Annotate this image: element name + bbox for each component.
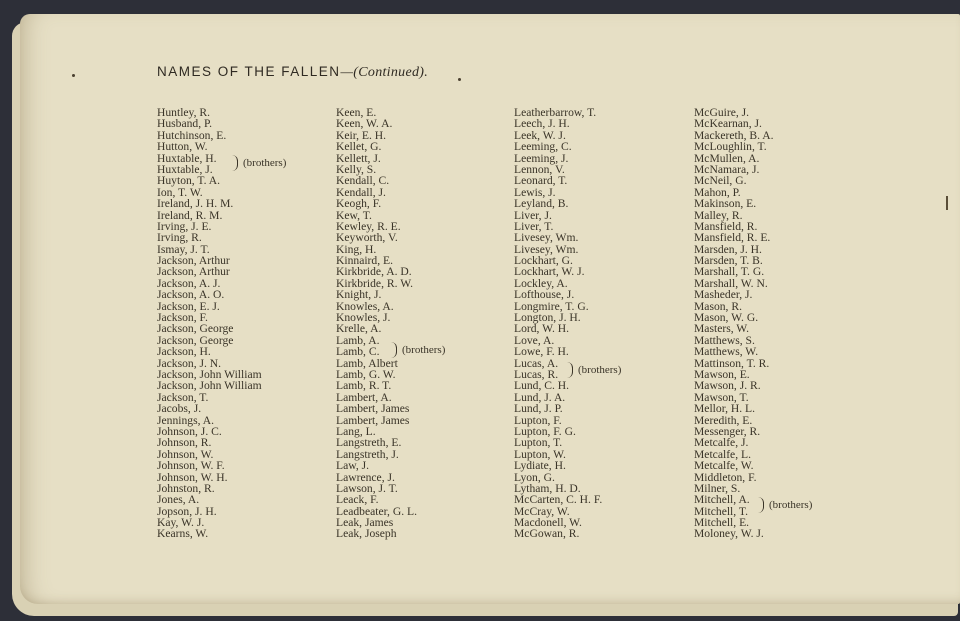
fallen-name-entry: Ion, T. W. <box>157 185 203 199</box>
fallen-name-entry: Kirkbride, R. W. <box>336 276 413 290</box>
fallen-name-entry: Mansfield, R. E. <box>694 231 771 245</box>
fallen-name-entry: Johnson, W. F. <box>157 459 225 473</box>
fallen-name-entry: Jopson, J. H. <box>157 504 217 518</box>
fallen-name-entry: Leadbeater, G. L. <box>336 504 417 518</box>
fallen-name-entry: Lamb, G. W. <box>336 367 396 381</box>
fallen-name-entry: Jackson, E. J. <box>157 299 220 313</box>
fallen-name-entry: Lytham, H. D. <box>514 481 581 495</box>
fallen-name-entry: Huxtable, J. <box>157 162 213 176</box>
fallen-name-entry: Leatherbarrow, T. <box>514 106 597 119</box>
page-dot-left <box>72 74 75 77</box>
fallen-name-entry: Lewis, J. <box>514 185 556 199</box>
fallen-name-entry: Kay, W. J. <box>157 516 205 530</box>
names-column-1 <box>157 107 262 540</box>
fallen-name-entry: Metcalfe, L. <box>694 447 751 461</box>
fallen-name-entry: Lang, L. <box>336 424 376 438</box>
fallen-name-entry: Kew, T. <box>336 208 372 222</box>
fallen-name-entry: Marsden, T. B. <box>694 254 763 268</box>
fallen-name-entry: Leonard, T. <box>514 174 568 188</box>
fallen-name-entry: Huntley, R. <box>157 106 211 119</box>
names-column-4 <box>694 107 774 540</box>
fallen-name-entry: Love, A. <box>514 333 555 347</box>
brothers-bracket-mitchell <box>758 497 812 513</box>
fallen-name-entry: Jones, A. <box>157 493 200 507</box>
fallen-name-entry: Metcalfe, W. <box>694 459 754 473</box>
fallen-name-entry: Johnson, J. C. <box>157 424 222 438</box>
fallen-name-entry: Lupton, W. <box>514 447 566 461</box>
fallen-name-entry: Liver, T. <box>514 219 554 233</box>
brothers-bracket-lamb <box>391 342 445 358</box>
fallen-name-entry: Keen, E. <box>336 106 377 119</box>
brothers-bracket-huxtable <box>232 155 286 171</box>
brace-mark <box>391 342 397 358</box>
fallen-name-entry: Huxtable, H. <box>157 151 217 165</box>
fallen-name-entry: Lockley, A. <box>514 276 568 290</box>
fallen-name-entry: Mansfield, R. <box>694 219 758 233</box>
fallen-name-entry: Moloney, W. J. <box>694 527 764 541</box>
fallen-name-entry: Mason, W. G. <box>694 311 759 325</box>
fallen-name-entry: Masters, W. <box>694 322 750 336</box>
fallen-name-entry: Leek, W. J. <box>514 128 566 142</box>
fallen-name-entry: Kelly, S. <box>336 162 377 176</box>
brothers-label: (brothers) <box>243 157 287 169</box>
fallen-name-entry: Matthews, S. <box>694 333 755 347</box>
fallen-name-entry: Langstreth, J. <box>336 447 399 461</box>
page-edge-mark <box>946 196 948 210</box>
fallen-name-entry: Mawson, T. <box>694 390 749 404</box>
page-dot-right <box>458 78 461 81</box>
fallen-name-entry: Hutton, W. <box>157 140 208 154</box>
fallen-name-entry: Leyland, B. <box>514 197 569 211</box>
fallen-name-entry: McCarten, C. H. F. <box>514 493 603 507</box>
fallen-name-entry: Lamb, R. T. <box>336 379 392 393</box>
fallen-name-entry: Irving, R. <box>157 231 202 245</box>
fallen-name-entry: Kendall, J. <box>336 185 386 199</box>
fallen-name-entry: Keir, E. H. <box>336 128 387 142</box>
fallen-name-entry: Kellett, J. <box>336 151 381 165</box>
fallen-name-entry: Lofthouse, J. <box>514 288 575 302</box>
fallen-name-entry: Middleton, F. <box>694 470 757 484</box>
fallen-name-entry: Johnson, W. <box>157 447 214 461</box>
fallen-name-entry: Krelle, A. <box>336 322 382 336</box>
fallen-name-entry: Lambert, James <box>336 402 410 416</box>
fallen-name-entry: McMullen, A. <box>694 151 760 165</box>
fallen-name-entry: Lambert, A. <box>336 390 392 404</box>
fallen-name-entry: Jackson, Arthur <box>157 265 230 279</box>
fallen-name-entry: Lockhart, G. <box>514 254 573 268</box>
fallen-name-entry: Ireland, R. M. <box>157 208 223 222</box>
fallen-name-entry: McNeil, G. <box>694 174 747 188</box>
fallen-name-entry: Huyton, T. A. <box>157 174 221 188</box>
fallen-name-entry: McGowan, R. <box>514 527 580 541</box>
fallen-name-entry: Kearns, W. <box>157 527 209 541</box>
fallen-name-entry: Matthews, W. <box>694 345 759 359</box>
fallen-name-entry: Marshall, T. G. <box>694 265 765 279</box>
fallen-name-entry: Lord, W. H. <box>514 322 570 336</box>
fallen-name-entry: Law, J. <box>336 459 370 473</box>
fallen-name-entry: Ireland, J. H. M. <box>157 197 234 211</box>
fallen-name-entry: McLoughlin, T. <box>694 140 767 154</box>
fallen-name-entry: Lupton, F. <box>514 413 562 427</box>
fallen-name-entry: Mitchell, T. <box>694 504 748 518</box>
fallen-name-entry: Makinson, E. <box>694 197 757 211</box>
fallen-name-entry: Lambert, James <box>336 413 410 427</box>
fallen-name-entry: Mellor, H. L. <box>694 402 756 416</box>
fallen-name-entry: Jackson, A. O. <box>157 288 225 302</box>
fallen-name-entry: McNamara, J. <box>694 162 760 176</box>
fallen-name-entry: Husband, P. <box>157 117 213 131</box>
fallen-name-entry: Lucas, A. <box>514 356 559 370</box>
fallen-name-entry: Kirkbride, A. D. <box>336 265 412 279</box>
fallen-name-entry: Lyon, G. <box>514 470 555 484</box>
fallen-name-entry: Marshall, W. N. <box>694 276 768 290</box>
fallen-name-entry: Irving, J. E. <box>157 219 212 233</box>
fallen-name-entry: McKearnan, J. <box>694 117 762 131</box>
fallen-name-entry: Livesey, Wm. <box>514 242 579 256</box>
fallen-name-entry: Jackson, Arthur <box>157 254 230 268</box>
fallen-name-entry: Jackson, George <box>157 322 234 336</box>
fallen-name-entry: Messenger, R. <box>694 424 761 438</box>
fallen-name-entry: Lund, C. H. <box>514 379 570 393</box>
fallen-name-entry: Metcalfe, J. <box>694 436 749 450</box>
fallen-name-entry: Lamb, Albert <box>336 356 398 370</box>
fallen-name-entry: Malley, R. <box>694 208 743 222</box>
fallen-name-entry: Leeming, J. <box>514 151 569 165</box>
brace-mark <box>567 362 573 378</box>
fallen-name-entry: Jacobs, J. <box>157 402 202 416</box>
fallen-name-entry: Keen, W. A. <box>336 117 393 131</box>
fallen-name-entry: Livesey, Wm. <box>514 231 579 245</box>
fallen-name-entry: Jackson, T. <box>157 390 209 404</box>
fallen-name-entry: Langstreth, E. <box>336 436 402 450</box>
fallen-name-entry: Marsden, J. H. <box>694 242 762 256</box>
fallen-name-entry: Mawson, E. <box>694 367 750 381</box>
fallen-name-entry: Leak, Joseph <box>336 527 397 541</box>
fallen-name-entry: Kewley, R. E. <box>336 219 401 233</box>
fallen-name-entry: Liver, J. <box>514 208 552 222</box>
fallen-name-entry: Lund, J. P. <box>514 402 563 416</box>
fallen-name-entry: Leech, J. H. <box>514 117 570 131</box>
fallen-name-entry: Lydiate, H. <box>514 459 566 473</box>
fallen-name-entry: Lockhart, W. J. <box>514 265 585 279</box>
fallen-name-entry: Kinnaird, E. <box>336 254 393 268</box>
fallen-name-entry: Lund, J. A. <box>514 390 566 404</box>
fallen-name-entry: Lowe, F. H. <box>514 345 569 359</box>
fallen-name-entry: Mahon, P. <box>694 185 741 199</box>
fallen-name-entry: McGuire, J. <box>694 106 750 119</box>
fallen-name-entry: Jackson, George <box>157 333 234 347</box>
fallen-name-entry: Leack, F. <box>336 493 379 507</box>
fallen-name-entry: Lamb, C. <box>336 345 380 359</box>
fallen-name-entry: Hutchinson, E. <box>157 128 227 142</box>
fallen-name-entry: Leeming, C. <box>514 140 572 154</box>
fallen-name-entry: Kellet, G. <box>336 140 382 154</box>
fallen-name-entry: Keyworth, V. <box>336 231 398 245</box>
fallen-name-entry: Mitchell, A. <box>694 493 750 507</box>
fallen-name-entry: Knight, J. <box>336 288 382 302</box>
brothers-label: (brothers) <box>769 499 813 511</box>
fallen-name-entry: Mawson, J. R. <box>694 379 761 393</box>
fallen-name-entry: Longmire, T. G. <box>514 299 589 313</box>
fallen-name-entry: Jackson, A. J. <box>157 276 221 290</box>
title-continued: —(Continued). <box>340 65 429 80</box>
fallen-name-entry: Jackson, J. N. <box>157 356 222 370</box>
fallen-name-entry: Lupton, T. <box>514 436 563 450</box>
fallen-name-entry: Jackson, John William <box>157 379 262 393</box>
fallen-name-entry: Jackson, John William <box>157 367 262 381</box>
page-title <box>157 64 428 81</box>
fallen-name-entry: Mason, R. <box>694 299 742 313</box>
fallen-name-entry: Johnston, R. <box>157 481 215 495</box>
fallen-name-entry: Knowles, A. <box>336 299 394 313</box>
fallen-name-entry: Ismay, J. T. <box>157 242 210 256</box>
fallen-name-entry: Milner, S. <box>694 481 741 495</box>
fallen-name-entry: Lawrence, J. <box>336 470 395 484</box>
brothers-label: (brothers) <box>402 344 446 356</box>
fallen-name-entry: Masheder, J. <box>694 288 753 302</box>
fallen-name-entry: Lawson, J. T. <box>336 481 398 495</box>
fallen-name-entry: Mitchell, E. <box>694 516 750 530</box>
brace-mark <box>758 497 764 513</box>
fallen-name-entry: Lupton, F. G. <box>514 424 576 438</box>
fallen-name-entry: Leak, James <box>336 516 394 530</box>
fallen-name-entry: Longton, J. H. <box>514 311 581 325</box>
brothers-label: (brothers) <box>578 364 622 376</box>
fallen-name-entry: Lennon, V. <box>514 162 565 176</box>
names-column-3 <box>514 107 602 540</box>
brace-mark <box>232 155 238 171</box>
fallen-name-entry: Macdonell, W. <box>514 516 582 530</box>
fallen-name-entry: Lucas, R. <box>514 367 559 381</box>
fallen-name-entry: Kendall, C. <box>336 174 390 188</box>
fallen-name-entry: McCray, W. <box>514 504 570 518</box>
fallen-name-entry: Mackereth, B. A. <box>694 128 774 142</box>
fallen-name-entry: Johnson, W. H. <box>157 470 228 484</box>
fallen-name-entry: Jackson, F. <box>157 311 208 325</box>
fallen-name-entry: Meredith, E. <box>694 413 753 427</box>
fallen-name-entry: Keogh, F. <box>336 197 382 211</box>
fallen-name-entry: Knowles, J. <box>336 311 391 325</box>
fallen-name-entry: Jackson, H. <box>157 345 211 359</box>
fallen-name-entry: Mattinson, T. R. <box>694 356 770 370</box>
names-column-2 <box>336 107 417 540</box>
fallen-name-entry: Lamb, A. <box>336 333 380 347</box>
fallen-name-entry: Jennings, A. <box>157 413 215 427</box>
fallen-name-entry: Johnson, R. <box>157 436 212 450</box>
brothers-bracket-lucas <box>567 362 621 378</box>
title-main: NAMES OF THE FALLEN <box>157 64 341 79</box>
fallen-name-entry: King, H. <box>336 242 377 256</box>
